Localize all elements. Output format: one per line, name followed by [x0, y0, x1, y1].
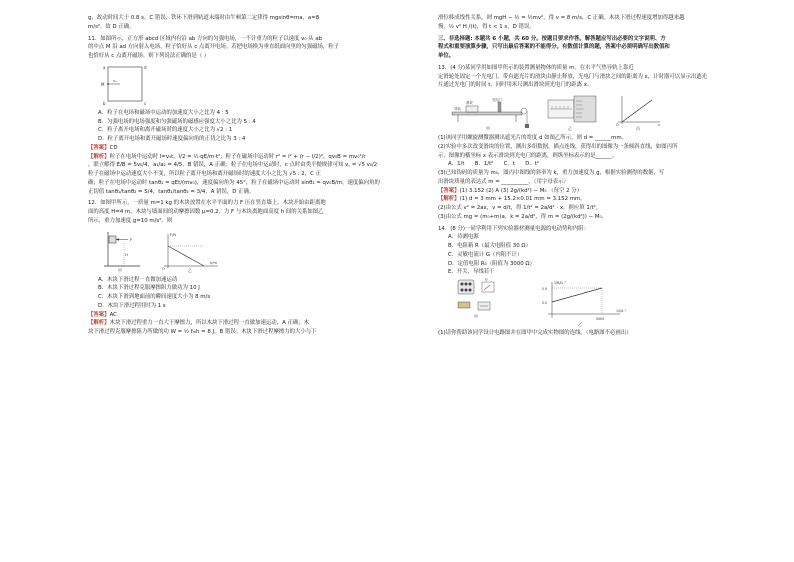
q14-item: A．待测电源 [448, 234, 479, 241]
q14-figures [452, 278, 746, 328]
q11-label-v: v₀ [113, 78, 117, 83]
left-column [88, 14, 392, 337]
q11-label-c: c [144, 100, 147, 106]
right-line: 滑位移成线性关系，则 mgH − ½ = ½mv²，得 v = 8 m/s，C 正确。木块下滑过程速度增加得越来越 [438, 15, 685, 21]
q12-option: A．木块下滑过程一直做加速运动 [98, 276, 178, 283]
q11-analysis: 正切值 tanθ₁/tanθ₂ = 5/4，tanθ₁/tanθ₂ = 3/4，A 错误，D 正确。 [88, 188, 255, 195]
q14-sub1: (1)请你帮助该同学设计电路图并在图甲中完成实物图的连线。（电路图不必画出） [438, 330, 632, 336]
q13-axis-x: x [658, 123, 661, 127]
q11-answer-line [88, 144, 392, 153]
section-heading: 单位。 [438, 53, 455, 59]
q12-figures [100, 228, 392, 274]
q11-label-m: M [101, 81, 105, 87]
answer-tag: 【答案】 [88, 144, 110, 151]
q11-option: C．粒子离开电场和离开磁场时的速度大小之比为 √2 : 1 [98, 127, 233, 134]
q14-item: D．定值电阻 R₀（阻值为 3000 Ω） [448, 260, 535, 267]
right-line: 慢，½ v² H /(t)，得 t < 1 s，D 错误。 [438, 23, 535, 30]
answer-tag: 【答案】 [438, 187, 460, 194]
q13-analysis: (2)由公式 v² = 2ax，v = d/t，得 1/t² = 2a/d² · x，则应填 1/t²。 [438, 205, 602, 211]
q11-label-d: d [144, 64, 147, 70]
q13-analysis: (3)由公式 mg = (m₀+m)a，k = 2a/d²，得 m = (2g/(kd²)) − M₀。 [438, 213, 608, 220]
q11-label-a: a [103, 64, 106, 70]
q11-stem: 的中点 M 沿 ad 方向射入电场，粒子恰好从 c 点离开电场。若把电场换为垂直纸面向里的匀强磁场，粒子 [88, 44, 340, 51]
q11-analysis: 粒子在磁场中运动速度大小不变，所以粒子离开电场和离开磁场时的速度大小之比为 √5 : 2，C 正 [88, 171, 321, 177]
q12-axis-h: h/m [210, 260, 217, 265]
q11-stem: 11．如图所示，正方形 abcd 区域内有沿 ab 方向的匀强电场，一不计重力的粒子以速度 v₀ 从 ab [88, 35, 323, 42]
q11-analysis: 粒子在电场中运动时 l=v₀t，l/2 = ½·qE/m·t²；粒子在磁场中运动时 r² = l² + (r − l/2)²，qv₀B = mv₀²/r [109, 153, 366, 160]
q14-axis-y: 1/R/Ω⁻¹ [554, 281, 566, 285]
q11-label-b: b [103, 100, 106, 106]
svg-text:G: G [485, 278, 488, 282]
q12-answer: AC [109, 311, 117, 318]
q13-sub: 示，图像的横坐标 x 表示滑块到光电门的距离，则纵坐标表示的是______。 [438, 152, 618, 159]
left-line: g，故动时间大于 0.8 s，C 错误；铁环下滑到轨道末端时由牛顿第二定律得 mgsinθ=ma，a=8 [88, 15, 320, 21]
q12-option: B．木块下滑过程克服摩擦阻力做功为 10 J [98, 285, 200, 292]
q13-answer-line [438, 187, 746, 196]
q14-item: B．电阻箱 R（最大电阻值 30 Ω） [448, 243, 531, 249]
answer-tag: 【答案】 [88, 311, 110, 318]
q13-choice: C．t [503, 161, 515, 168]
left-line: m/s²，故 D 正确。 [88, 23, 135, 30]
right-column [438, 14, 746, 338]
q11-option: D．粒子离开电场和离开磁场时速度偏向角的正切之比为 3 : 4 [98, 136, 246, 142]
q13-choice: A．1/t [448, 161, 465, 168]
q13-gate-label: 光电门 [492, 98, 503, 102]
q12-answer-line [88, 311, 392, 320]
q13-caption-a: 甲 [486, 126, 490, 131]
q11-analysis: ，联立解得 E/B = 5v₀/4，a₁/a₂ = 4/5，B 错误，A 正确；粒子在电场中运动时，c 点时由类平抛规律可知 v꜀ = √5 v₀/2 [88, 162, 378, 169]
svg-text:H: H [125, 251, 128, 257]
q13-choices [438, 160, 746, 169]
q12-axis-f: F/N [170, 232, 176, 237]
q13-stem: 13．(4 分)某同学用如图甲所示的装置测量物体的质量 m。在水平气垫导轨上靠近 [438, 64, 634, 71]
q13-stem: 定滑轮处固定一个光电门，带有遮光片的滑块由静止释放，光电门与滑块之间的距离为 x，计时器可以显示出遮光 [438, 73, 708, 80]
q13-analysis-line [438, 195, 746, 204]
q14-tick-y1: 0.9 [542, 287, 548, 291]
q14-axis-x: 1/I/A⁻¹ [616, 309, 627, 313]
q12-option: D．木块下滑过程用时为 1 s [98, 302, 166, 309]
q13-sub: (2)实验中多次改变滑块的位置，测出多组数据，描点连线，获得出的图像为一条倾斜直线，如图丙所 [438, 143, 678, 150]
q13-choice: B．1/t² [474, 161, 494, 168]
q14-tick-x: 5000 [596, 317, 605, 321]
q12-caption-a: 甲 [118, 267, 122, 273]
q14-caption-a: 甲 [474, 314, 478, 319]
q12-stem: 所示，重力加速度 g=10 m/s²。则 [88, 217, 173, 224]
svg-text:F: F [130, 236, 133, 242]
svg-text:O: O [162, 266, 165, 271]
q13-choice: D．t² [525, 161, 540, 168]
q12-analysis: 木块下滑过程重力一直大于摩擦力，所以木块下滑过程一直做加速运动，A 正确；木 [109, 320, 310, 327]
analysis-tag: 【解析】 [88, 320, 110, 327]
q13-sub3: (3)已知钩码的质量为 m₀，图丙中图线的斜率为 k，重力加速度为 g，根据实验测得的数据，写 [438, 170, 665, 176]
q12-caption-b: 乙 [188, 267, 192, 273]
q12-analysis-line [88, 319, 392, 328]
q14-tick-y2: 0.5 [542, 301, 548, 305]
q12-option: C．木块下滑到地面前的瞬间速度大小为 8 m/s [98, 294, 211, 300]
q14-item: E．开关、导线若干 [448, 269, 495, 276]
q13-rail-label: 导轨 [454, 107, 461, 111]
analysis-tag: 【解析】 [438, 196, 460, 203]
q13-sub: (1)该同学用螺旋测微器测出遮光片的宽度 d 如图乙所示，则 d = ______mm。 [438, 135, 628, 141]
q13-caption-b: 乙 [568, 126, 572, 131]
q13-answer: (1) 3.152 (2) A (3) 2g/(kd²) − M₀ （每空 2 分） [459, 187, 583, 194]
q13-sub3: 出滑块质量的表达式 m = __________。（用字母表示） [438, 178, 569, 185]
q14-caption-b: 乙 [578, 322, 582, 327]
q13-axis-o: O [616, 123, 619, 127]
q13-analysis: (1) d = 3 mm + 15.2×0.01 mm = 3.152 mm。 [459, 196, 586, 203]
q13-stem: 片通过光电门的时间 t，同时用米尺测出滑块到光电门的距离 x。 [438, 82, 593, 89]
q13-slider-label: 滑块 [466, 101, 473, 105]
q11-stem: 也恰好从 c 点离开磁场。则下列说法正确的是（ ） [88, 53, 210, 59]
q11-analysis: 确；粒子在电场中运动时 tanθ₁ = qEt/(mv₀)，速度偏向角为 45°，粒子在磁场中运动时 sinθ₂ = qv₀B/m，速度偏向角的 [88, 179, 380, 186]
q11-option: B．匀强电场的电场强度和匀强磁场的磁感应强度大小之比为 5 : 4 [98, 118, 256, 125]
q14-item: C．灵敏电流计 G（内阻不计） [448, 251, 523, 258]
q12-stem: 12．如图甲所示，一质量 m=1 kg 的木块放置在水平平面的力 F 压在竖直墙上，木块开始由距离地 [88, 200, 326, 207]
q11-option: A．粒子在电场和磁场中运动的加速度大小之比为 4 : 5 [98, 109, 229, 116]
q13-caption-c: 丙 [636, 126, 640, 131]
section-heading: 三、非选择题: 本题共 6 小题，共 60 分。按题目要求作答。解答题应写出必要的文字说明、方 [438, 35, 666, 42]
q14-stem: 14．(8 分)一同学利用下列实验器材测量电源的电动势和内阻： [438, 225, 589, 232]
q12-analysis: 块下滑过程克服摩擦阻力所做的功 W = ½ fₘh = 8 J，B 错误；木块下滑过程摩擦力的大小与下 [88, 329, 317, 335]
analysis-tag: 【解析】 [88, 153, 110, 160]
section-heading: 程式和重要演算步骤，只写出最后答案的不能得分。有数值计算的题，答案中必须明确写出数值和 [438, 44, 670, 51]
q12-stem: 面的高度 H=4 m，木块与墙面间的动摩擦因数 μ=0.2，力 F 与木块离地面高度 h 间的关系如图乙 [88, 209, 324, 215]
q11-square-figure [98, 63, 392, 107]
q13-figures [446, 92, 746, 132]
q11-answer: CD [109, 144, 118, 151]
q11-analysis-line [88, 153, 392, 162]
